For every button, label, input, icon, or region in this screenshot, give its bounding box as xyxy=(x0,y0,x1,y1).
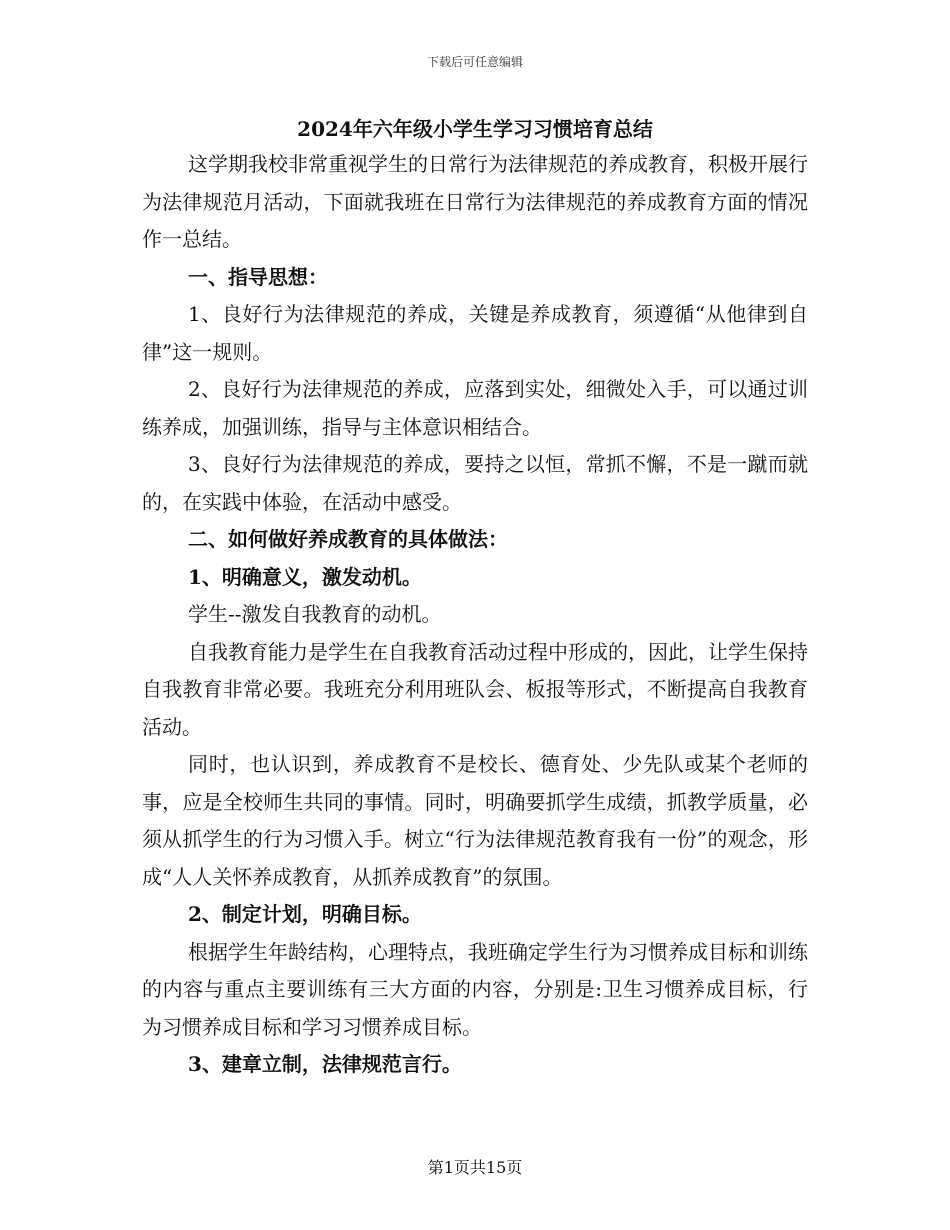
subheading-2: 2、制定计划，明确目标。 xyxy=(188,902,422,926)
document-body xyxy=(142,146,808,1084)
body-paragraph: 同时，也认识到，养成教育不是校长、德育处、少先队或某个老师的事，应是全校师生共同的事情。同时，明确要抓学生成绩，抓教学质量，必须从抓学生的行为习惯入手。树立“行为法律规范教育我有一份”的观念，形成“人人关怀养成教育，从抓养成教育”的氛围。 xyxy=(142,752,808,889)
section-heading-1: 一、指导思想： xyxy=(188,264,328,289)
body-paragraph: 学生--激发自我教育的动机。 xyxy=(188,602,442,626)
section-heading-2: 二、如何做好养成教育的具体做法： xyxy=(188,527,508,551)
page-header: 下载后可任意编辑 xyxy=(426,55,523,69)
list-item-1: 1、良好行为法律规范的养成，关键是养成教育，须遵循“从他律到自律”这一规则。 xyxy=(142,302,808,364)
intro-paragraph: 这学期我校非常重视学生的日常行为法律规范的养成教育，积极开展行为法律规范月活动，下面就我班在日常行为法律规范的养成教育方面的情况作一总结。 xyxy=(142,152,808,251)
page-footer: 第1页共15页 xyxy=(427,1158,523,1177)
list-item-2: 2、良好行为法律规范的养成，应落到实处，细微处入手，可以通过训练养成，加强训练，指导与主体意识相结合。 xyxy=(142,377,808,439)
document-title: 2024年六年级小学生学习习惯培育总结 xyxy=(297,117,653,141)
subheading-3: 3、建章立制，法律规范言行。 xyxy=(188,1052,462,1076)
list-item-3: 3、良好行为法律规范的养成，要持之以恒，常抓不懈，不是一蹴而就的，在实践中体验，在活动中感受。 xyxy=(142,452,808,514)
body-paragraph: 根据学生年龄结构，心理特点，我班确定学生行为习惯养成目标和训练的内容与重点主要训练有三大方面的内容，分别是:卫生习惯养成目标，行为习惯养成目标和学习习惯养成目标。 xyxy=(142,939,808,1039)
subheading-1: 1、明确意义，激发动机。 xyxy=(188,564,422,589)
body-paragraph: 自我教育能力是学生在自我教育活动过程中形成的，因此，让学生保持自我教育非常必要。我班充分利用班队会、板报等形式，不断提高自我教育活动。 xyxy=(142,639,808,739)
